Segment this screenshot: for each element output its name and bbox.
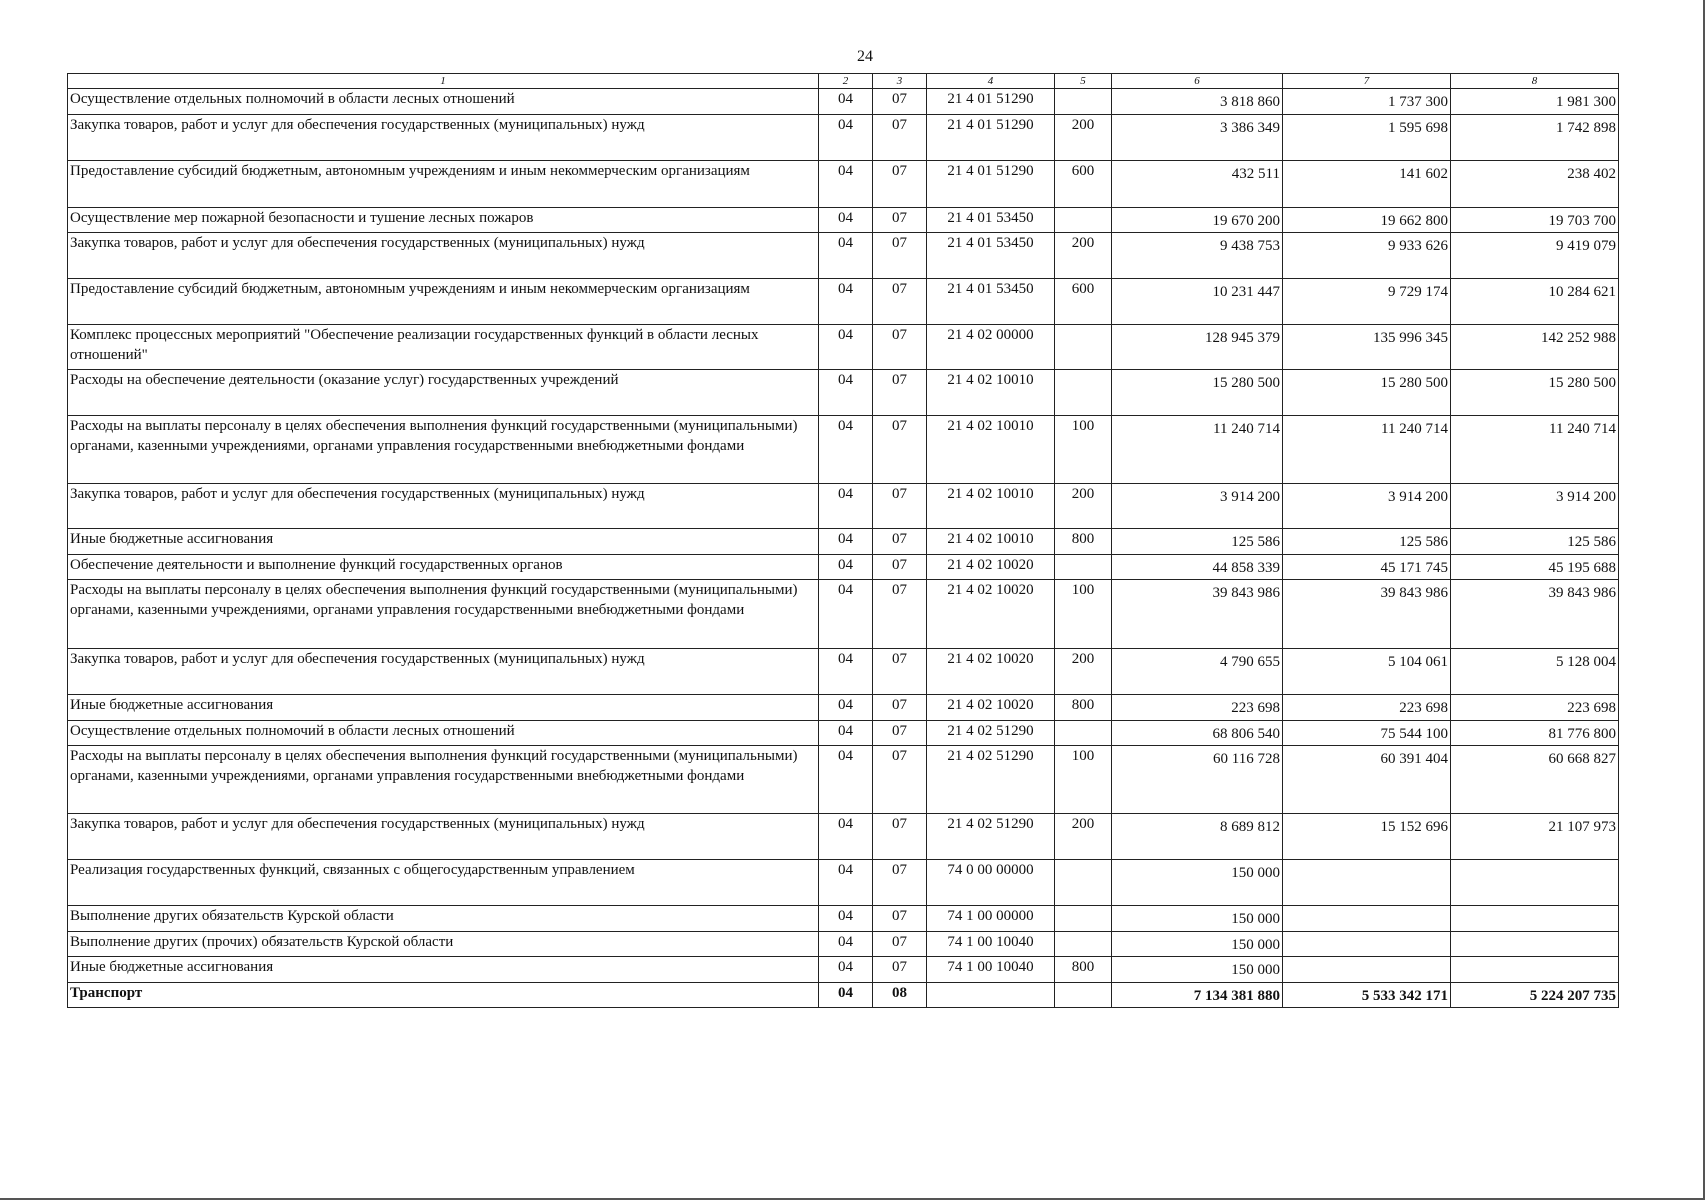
subsection-code-cell: 07 bbox=[873, 279, 927, 325]
amount-col7-cell: 9 729 174 bbox=[1283, 279, 1451, 325]
expense-type-cell bbox=[1055, 89, 1112, 115]
target-article-cell: 21 4 01 51290 bbox=[927, 160, 1055, 207]
amount-col6-cell: 150 000 bbox=[1112, 860, 1283, 906]
amount-col6-cell: 3 386 349 bbox=[1112, 114, 1283, 160]
subsection-code-cell: 08 bbox=[873, 982, 927, 1008]
amount-col8-cell: 5 128 004 bbox=[1451, 649, 1619, 695]
row-name-cell: Расходы на обеспечение деятельности (оказание услуг) государственных учреждений bbox=[68, 370, 819, 416]
section-code-cell: 04 bbox=[819, 931, 873, 957]
section-code-cell: 04 bbox=[819, 957, 873, 983]
target-article-cell: 74 0 00 00000 bbox=[927, 860, 1055, 906]
target-article-cell: 21 4 01 53450 bbox=[927, 207, 1055, 233]
amount-col7-cell bbox=[1283, 957, 1451, 983]
amount-col7-cell: 39 843 986 bbox=[1283, 580, 1451, 649]
target-article-cell: 21 4 02 00000 bbox=[927, 325, 1055, 370]
section-code-cell: 04 bbox=[819, 89, 873, 115]
section-code-cell: 04 bbox=[819, 720, 873, 746]
amount-col8-cell: 19 703 700 bbox=[1451, 207, 1619, 233]
amount-col8-cell: 81 776 800 bbox=[1451, 720, 1619, 746]
amount-col6-cell: 3 818 860 bbox=[1112, 89, 1283, 115]
amount-col6-cell: 9 438 753 bbox=[1112, 233, 1283, 279]
amount-col7-cell: 11 240 714 bbox=[1283, 416, 1451, 484]
subsection-code-cell: 07 bbox=[873, 580, 927, 649]
target-article-cell: 21 4 01 53450 bbox=[927, 233, 1055, 279]
amount-col6-cell: 44 858 339 bbox=[1112, 554, 1283, 580]
target-article-cell: 21 4 01 53450 bbox=[927, 279, 1055, 325]
row-name-cell: Комплекс процессных мероприятий "Обеспечение реализации государственных функций в области лесных отношений" bbox=[68, 325, 819, 370]
target-article-cell: 21 4 01 51290 bbox=[927, 89, 1055, 115]
amount-col6-cell: 3 914 200 bbox=[1112, 484, 1283, 529]
table-row bbox=[68, 982, 1619, 1008]
row-name-cell: Выполнение других обязательств Курской области bbox=[68, 906, 819, 932]
target-article-cell bbox=[927, 982, 1055, 1008]
page-number: 24 bbox=[857, 48, 873, 65]
row-name-cell: Выполнение других (прочих) обязательств Курской области bbox=[68, 931, 819, 957]
expense-type-cell bbox=[1055, 720, 1112, 746]
column-header: 1 bbox=[68, 74, 819, 89]
amount-col7-cell: 15 280 500 bbox=[1283, 370, 1451, 416]
subsection-code-cell: 07 bbox=[873, 89, 927, 115]
section-code-cell: 04 bbox=[819, 746, 873, 814]
expense-type-cell: 200 bbox=[1055, 814, 1112, 860]
section-code-cell: 04 bbox=[819, 906, 873, 932]
amount-col7-cell: 45 171 745 bbox=[1283, 554, 1451, 580]
expense-type-cell: 100 bbox=[1055, 416, 1112, 484]
subsection-code-cell: 07 bbox=[873, 814, 927, 860]
budget-table bbox=[67, 73, 1619, 1008]
column-header: 2 bbox=[819, 74, 873, 89]
amount-col8-cell: 238 402 bbox=[1451, 160, 1619, 207]
amount-col8-cell: 5 224 207 735 bbox=[1451, 982, 1619, 1008]
subsection-code-cell: 07 bbox=[873, 931, 927, 957]
amount-col6-cell: 19 670 200 bbox=[1112, 207, 1283, 233]
table-row bbox=[68, 416, 1619, 484]
amount-col8-cell: 9 419 079 bbox=[1451, 233, 1619, 279]
target-article-cell: 74 1 00 00000 bbox=[927, 906, 1055, 932]
table-row bbox=[68, 860, 1619, 906]
target-article-cell: 21 4 02 51290 bbox=[927, 746, 1055, 814]
table-row bbox=[68, 695, 1619, 721]
amount-col7-cell: 125 586 bbox=[1283, 529, 1451, 555]
subsection-code-cell: 07 bbox=[873, 370, 927, 416]
subsection-code-cell: 07 bbox=[873, 114, 927, 160]
section-code-cell: 04 bbox=[819, 554, 873, 580]
target-article-cell: 21 4 02 10020 bbox=[927, 554, 1055, 580]
amount-col8-cell bbox=[1451, 906, 1619, 932]
target-article-cell: 21 4 02 10020 bbox=[927, 695, 1055, 721]
subsection-code-cell: 07 bbox=[873, 860, 927, 906]
table-row bbox=[68, 814, 1619, 860]
column-header: 5 bbox=[1055, 74, 1112, 89]
expense-type-cell: 200 bbox=[1055, 114, 1112, 160]
table-row bbox=[68, 370, 1619, 416]
table-row bbox=[68, 325, 1619, 370]
amount-col7-cell bbox=[1283, 860, 1451, 906]
expense-type-cell: 800 bbox=[1055, 529, 1112, 555]
expense-type-cell: 200 bbox=[1055, 233, 1112, 279]
amount-col6-cell: 223 698 bbox=[1112, 695, 1283, 721]
table-row bbox=[68, 160, 1619, 207]
table-row bbox=[68, 233, 1619, 279]
table-row bbox=[68, 554, 1619, 580]
target-article-cell: 21 4 02 10020 bbox=[927, 649, 1055, 695]
subsection-code-cell: 07 bbox=[873, 554, 927, 580]
row-name-cell: Закупка товаров, работ и услуг для обеспечения государственных (муниципальных) нужд bbox=[68, 649, 819, 695]
subsection-code-cell: 07 bbox=[873, 957, 927, 983]
amount-col7-cell: 19 662 800 bbox=[1283, 207, 1451, 233]
amount-col6-cell: 11 240 714 bbox=[1112, 416, 1283, 484]
amount-col7-cell: 75 544 100 bbox=[1283, 720, 1451, 746]
row-name-cell: Осуществление отдельных полномочий в области лесных отношений bbox=[68, 89, 819, 115]
row-name-cell: Обеспечение деятельности и выполнение функций государственных органов bbox=[68, 554, 819, 580]
subsection-code-cell: 07 bbox=[873, 906, 927, 932]
target-article-cell: 21 4 02 10010 bbox=[927, 416, 1055, 484]
amount-col8-cell: 10 284 621 bbox=[1451, 279, 1619, 325]
table-row bbox=[68, 720, 1619, 746]
row-name-cell: Осуществление отдельных полномочий в области лесных отношений bbox=[68, 720, 819, 746]
amount-col6-cell: 150 000 bbox=[1112, 957, 1283, 983]
expense-type-cell: 600 bbox=[1055, 279, 1112, 325]
table-body bbox=[68, 89, 1619, 1008]
expense-type-cell: 800 bbox=[1055, 957, 1112, 983]
amount-col7-cell: 1 595 698 bbox=[1283, 114, 1451, 160]
section-code-cell: 04 bbox=[819, 160, 873, 207]
table-row bbox=[68, 931, 1619, 957]
table-row bbox=[68, 279, 1619, 325]
table-row bbox=[68, 89, 1619, 115]
amount-col6-cell: 150 000 bbox=[1112, 906, 1283, 932]
column-header: 6 bbox=[1112, 74, 1283, 89]
subsection-code-cell: 07 bbox=[873, 233, 927, 279]
row-name-cell: Реализация государственных функций, связанных с общегосударственным управлением bbox=[68, 860, 819, 906]
target-article-cell: 21 4 01 51290 bbox=[927, 114, 1055, 160]
amount-col7-cell: 1 737 300 bbox=[1283, 89, 1451, 115]
subsection-code-cell: 07 bbox=[873, 649, 927, 695]
row-name-cell: Закупка товаров, работ и услуг для обеспечения государственных (муниципальных) нужд bbox=[68, 233, 819, 279]
amount-col8-cell bbox=[1451, 860, 1619, 906]
section-code-cell: 04 bbox=[819, 233, 873, 279]
expense-type-cell bbox=[1055, 370, 1112, 416]
amount-col6-cell: 15 280 500 bbox=[1112, 370, 1283, 416]
target-article-cell: 21 4 02 51290 bbox=[927, 814, 1055, 860]
section-code-cell: 04 bbox=[819, 695, 873, 721]
section-code-cell: 04 bbox=[819, 982, 873, 1008]
expense-type-cell bbox=[1055, 554, 1112, 580]
row-name-cell: Расходы на выплаты персоналу в целях обеспечения выполнения функций государственными (муниципальными) органами, казенными учреждениями, органами управления государственными внебюджетными фондами bbox=[68, 416, 819, 484]
amount-col6-cell: 8 689 812 bbox=[1112, 814, 1283, 860]
expense-type-cell bbox=[1055, 982, 1112, 1008]
row-name-cell: Транспорт bbox=[68, 982, 819, 1008]
table-row bbox=[68, 906, 1619, 932]
row-name-cell: Закупка товаров, работ и услуг для обеспечения государственных (муниципальных) нужд bbox=[68, 814, 819, 860]
amount-col8-cell: 223 698 bbox=[1451, 695, 1619, 721]
subsection-code-cell: 07 bbox=[873, 529, 927, 555]
section-code-cell: 04 bbox=[819, 416, 873, 484]
table-row bbox=[68, 114, 1619, 160]
expense-type-cell bbox=[1055, 207, 1112, 233]
amount-col7-cell: 9 933 626 bbox=[1283, 233, 1451, 279]
table-row bbox=[68, 649, 1619, 695]
amount-col8-cell: 21 107 973 bbox=[1451, 814, 1619, 860]
amount-col8-cell: 125 586 bbox=[1451, 529, 1619, 555]
column-header: 7 bbox=[1283, 74, 1451, 89]
section-code-cell: 04 bbox=[819, 114, 873, 160]
section-code-cell: 04 bbox=[819, 325, 873, 370]
subsection-code-cell: 07 bbox=[873, 416, 927, 484]
amount-col7-cell: 223 698 bbox=[1283, 695, 1451, 721]
row-name-cell: Закупка товаров, работ и услуг для обеспечения государственных (муниципальных) нужд bbox=[68, 484, 819, 529]
amount-col7-cell: 3 914 200 bbox=[1283, 484, 1451, 529]
column-number-row bbox=[68, 74, 1619, 89]
amount-col8-cell: 142 252 988 bbox=[1451, 325, 1619, 370]
column-header: 3 bbox=[873, 74, 927, 89]
amount-col8-cell: 60 668 827 bbox=[1451, 746, 1619, 814]
section-code-cell: 04 bbox=[819, 814, 873, 860]
target-article-cell: 74 1 00 10040 bbox=[927, 931, 1055, 957]
table-row bbox=[68, 207, 1619, 233]
expense-type-cell: 100 bbox=[1055, 746, 1112, 814]
row-name-cell: Расходы на выплаты персоналу в целях обеспечения выполнения функций государственными (муниципальными) органами, казенными учреждениями, органами управления государственными внебюджетными фондами bbox=[68, 746, 819, 814]
expense-type-cell: 600 bbox=[1055, 160, 1112, 207]
table-row bbox=[68, 957, 1619, 983]
expense-type-cell: 800 bbox=[1055, 695, 1112, 721]
amount-col8-cell: 1 742 898 bbox=[1451, 114, 1619, 160]
row-name-cell: Осуществление мер пожарной безопасности и тушение лесных пожаров bbox=[68, 207, 819, 233]
amount-col6-cell: 68 806 540 bbox=[1112, 720, 1283, 746]
subsection-code-cell: 07 bbox=[873, 720, 927, 746]
target-article-cell: 21 4 02 51290 bbox=[927, 720, 1055, 746]
amount-col7-cell bbox=[1283, 906, 1451, 932]
amount-col6-cell: 10 231 447 bbox=[1112, 279, 1283, 325]
section-code-cell: 04 bbox=[819, 370, 873, 416]
expense-type-cell bbox=[1055, 931, 1112, 957]
amount-col8-cell: 39 843 986 bbox=[1451, 580, 1619, 649]
subsection-code-cell: 07 bbox=[873, 484, 927, 529]
amount-col6-cell: 7 134 381 880 bbox=[1112, 982, 1283, 1008]
expense-type-cell: 100 bbox=[1055, 580, 1112, 649]
amount-col6-cell: 432 511 bbox=[1112, 160, 1283, 207]
row-name-cell: Закупка товаров, работ и услуг для обеспечения государственных (муниципальных) нужд bbox=[68, 114, 819, 160]
amount-col6-cell: 39 843 986 bbox=[1112, 580, 1283, 649]
section-code-cell: 04 bbox=[819, 207, 873, 233]
amount-col7-cell bbox=[1283, 931, 1451, 957]
section-code-cell: 04 bbox=[819, 279, 873, 325]
amount-col8-cell bbox=[1451, 957, 1619, 983]
amount-col6-cell: 128 945 379 bbox=[1112, 325, 1283, 370]
amount-col8-cell: 1 981 300 bbox=[1451, 89, 1619, 115]
column-header: 4 bbox=[927, 74, 1055, 89]
expense-type-cell bbox=[1055, 325, 1112, 370]
subsection-code-cell: 07 bbox=[873, 207, 927, 233]
section-code-cell: 04 bbox=[819, 649, 873, 695]
expense-type-cell bbox=[1055, 906, 1112, 932]
subsection-code-cell: 07 bbox=[873, 746, 927, 814]
amount-col8-cell: 3 914 200 bbox=[1451, 484, 1619, 529]
row-name-cell: Предоставление субсидий бюджетным, автономным учреждениям и иным некоммерческим организациям bbox=[68, 160, 819, 207]
row-name-cell: Предоставление субсидий бюджетным, автономным учреждениям и иным некоммерческим организациям bbox=[68, 279, 819, 325]
amount-col7-cell: 15 152 696 bbox=[1283, 814, 1451, 860]
subsection-code-cell: 07 bbox=[873, 325, 927, 370]
column-header: 8 bbox=[1451, 74, 1619, 89]
table-row bbox=[68, 484, 1619, 529]
section-code-cell: 04 bbox=[819, 580, 873, 649]
section-code-cell: 04 bbox=[819, 529, 873, 555]
target-article-cell: 21 4 02 10010 bbox=[927, 370, 1055, 416]
amount-col8-cell: 45 195 688 bbox=[1451, 554, 1619, 580]
target-article-cell: 21 4 02 10020 bbox=[927, 580, 1055, 649]
expense-type-cell: 200 bbox=[1055, 484, 1112, 529]
table-row bbox=[68, 580, 1619, 649]
section-code-cell: 04 bbox=[819, 860, 873, 906]
amount-col6-cell: 4 790 655 bbox=[1112, 649, 1283, 695]
row-name-cell: Иные бюджетные ассигнования bbox=[68, 695, 819, 721]
amount-col7-cell: 60 391 404 bbox=[1283, 746, 1451, 814]
target-article-cell: 21 4 02 10010 bbox=[927, 484, 1055, 529]
amount-col7-cell: 141 602 bbox=[1283, 160, 1451, 207]
table-row bbox=[68, 746, 1619, 814]
amount-col7-cell: 135 996 345 bbox=[1283, 325, 1451, 370]
target-article-cell: 21 4 02 10010 bbox=[927, 529, 1055, 555]
amount-col7-cell: 5 533 342 171 bbox=[1283, 982, 1451, 1008]
expense-type-cell bbox=[1055, 860, 1112, 906]
subsection-code-cell: 07 bbox=[873, 695, 927, 721]
section-code-cell: 04 bbox=[819, 484, 873, 529]
row-name-cell: Расходы на выплаты персоналу в целях обеспечения выполнения функций государственными (муниципальными) органами, казенными учреждениями, органами управления государственными внебюджетными фондами bbox=[68, 580, 819, 649]
expense-type-cell: 200 bbox=[1055, 649, 1112, 695]
target-article-cell: 74 1 00 10040 bbox=[927, 957, 1055, 983]
amount-col8-cell: 11 240 714 bbox=[1451, 416, 1619, 484]
subsection-code-cell: 07 bbox=[873, 160, 927, 207]
amount-col6-cell: 125 586 bbox=[1112, 529, 1283, 555]
amount-col7-cell: 5 104 061 bbox=[1283, 649, 1451, 695]
table-row bbox=[68, 529, 1619, 555]
amount-col8-cell bbox=[1451, 931, 1619, 957]
amount-col6-cell: 150 000 bbox=[1112, 931, 1283, 957]
row-name-cell: Иные бюджетные ассигнования bbox=[68, 957, 819, 983]
amount-col8-cell: 15 280 500 bbox=[1451, 370, 1619, 416]
amount-col6-cell: 60 116 728 bbox=[1112, 746, 1283, 814]
row-name-cell: Иные бюджетные ассигнования bbox=[68, 529, 819, 555]
